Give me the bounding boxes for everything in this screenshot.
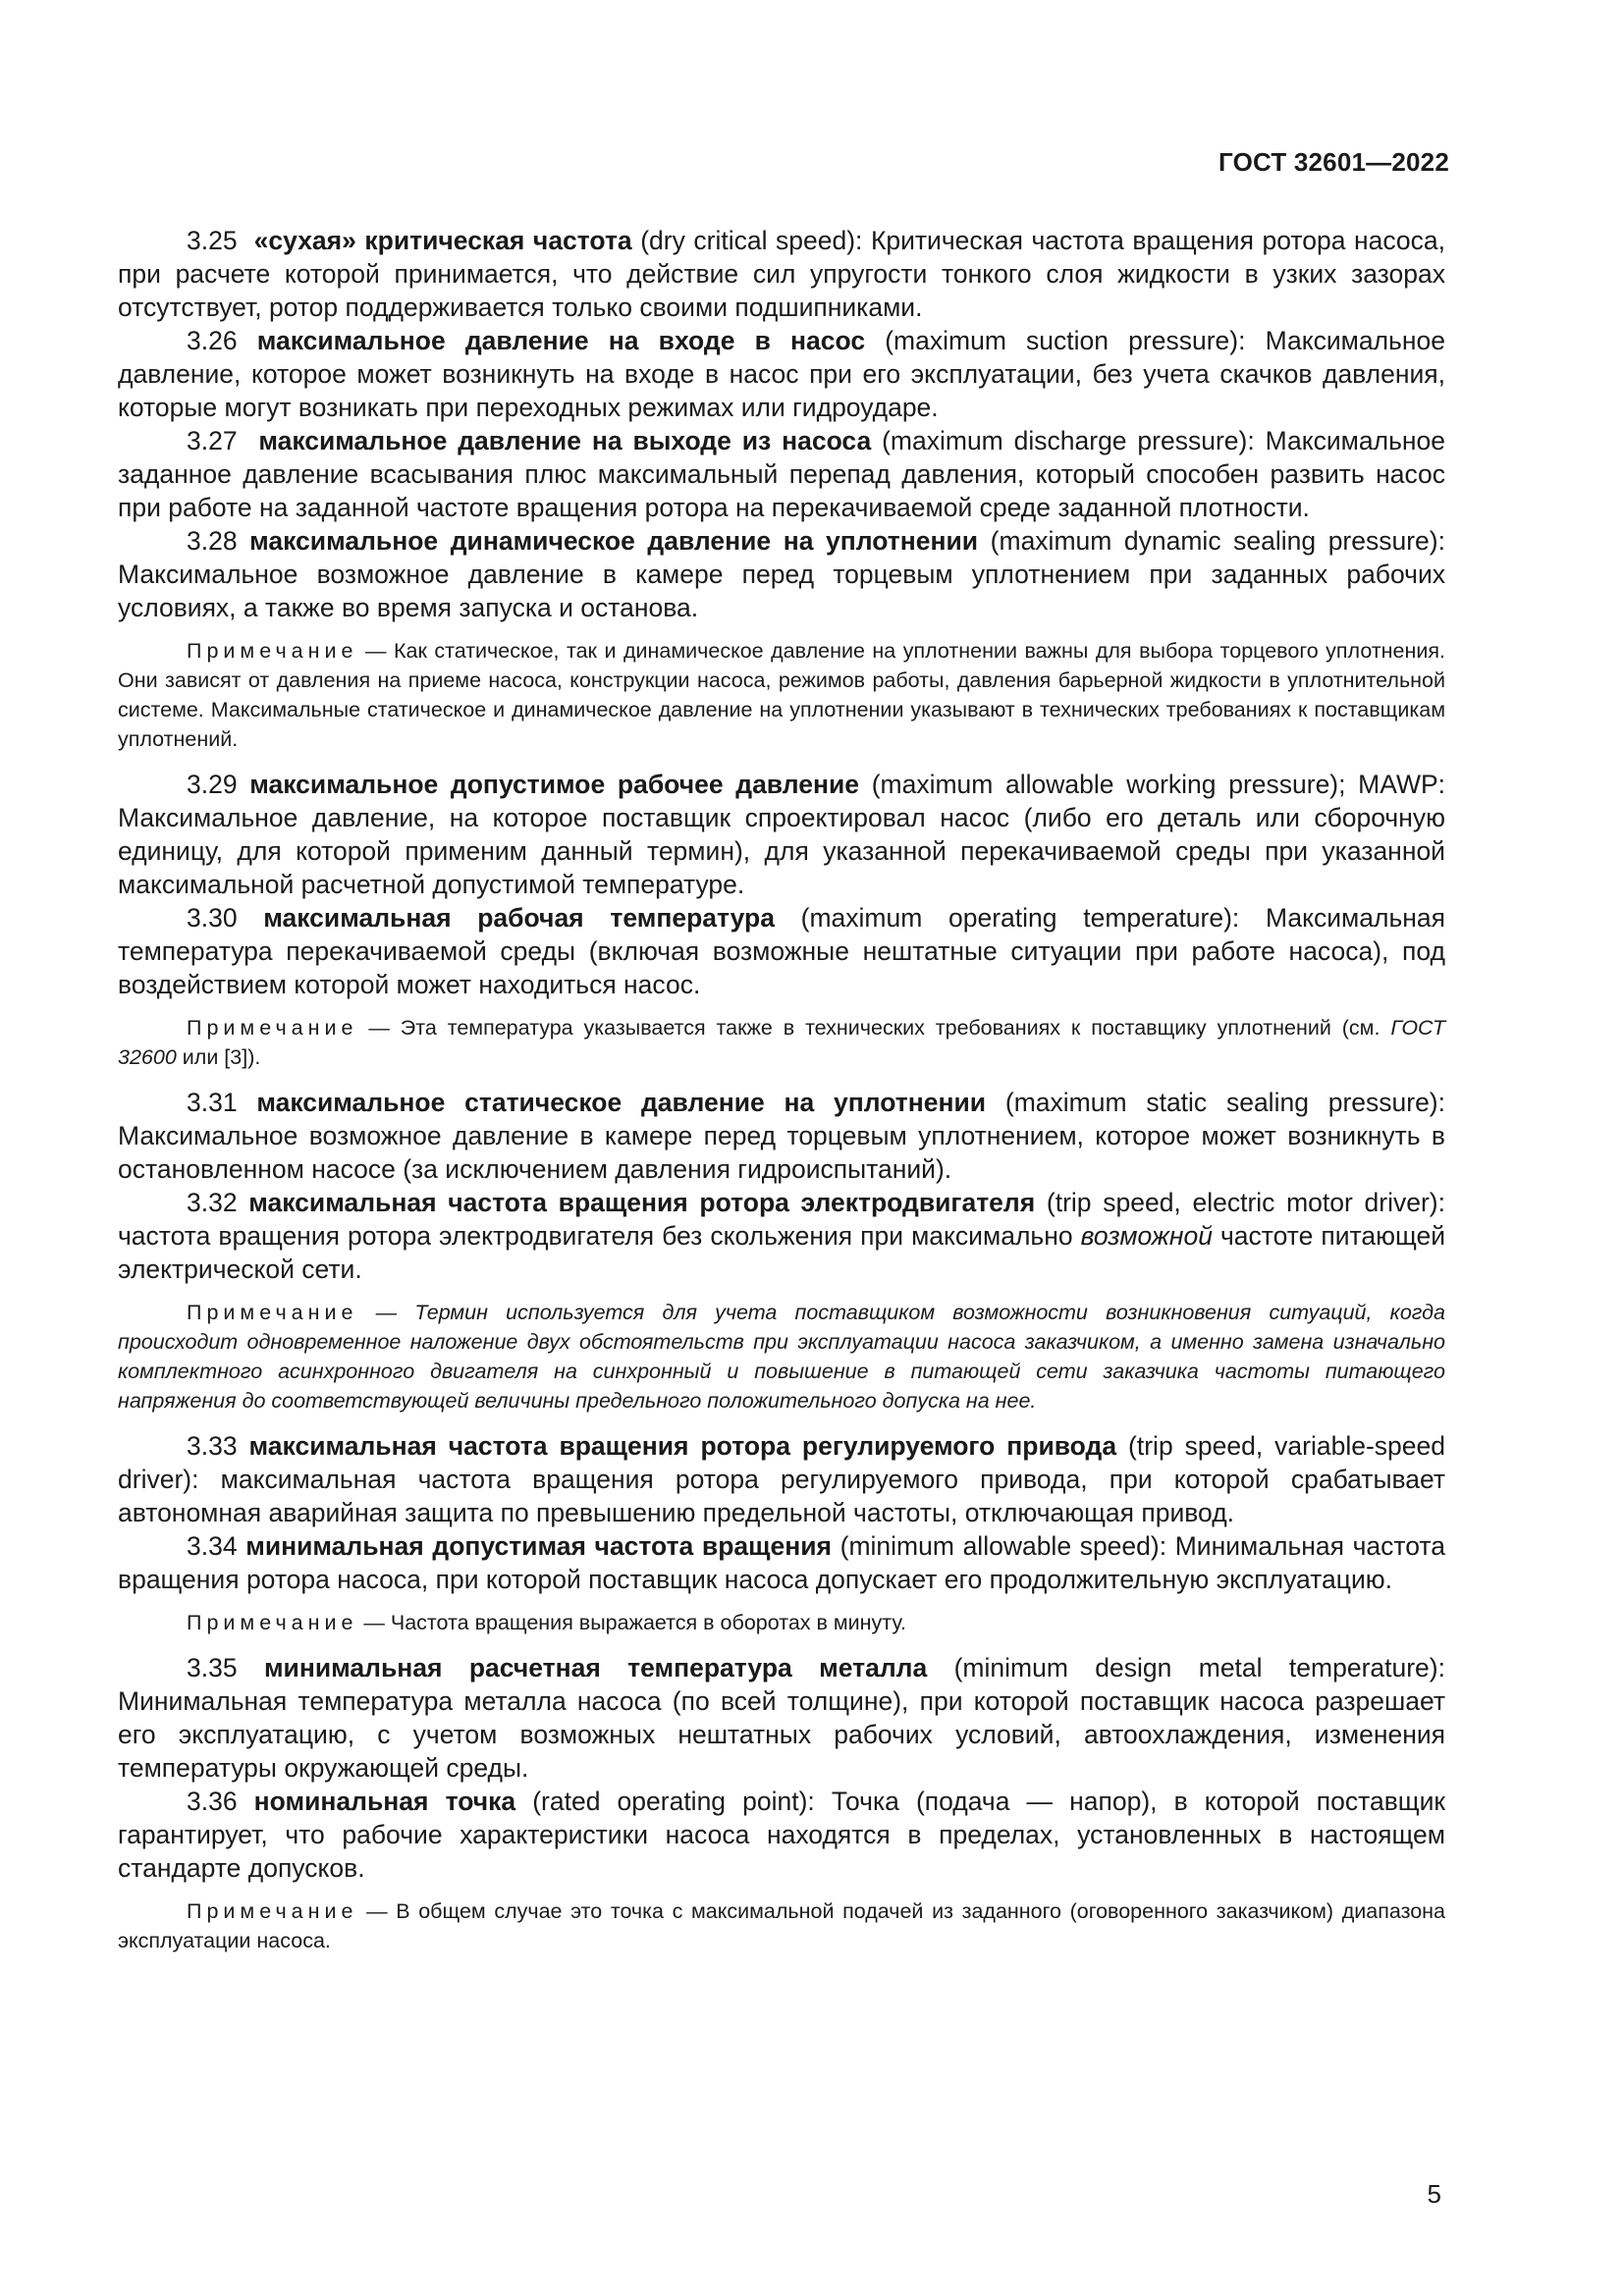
term-definition: (minimum allowable speed): Минимальная частота вращения ротора насоса, при которой поставщик насоса допускает его продолжительную эксплуатацию. — [118, 1531, 1445, 1594]
term-name: номинальная точка — [253, 1787, 516, 1816]
term-number: 3.35 — [187, 1653, 238, 1682]
term-name: минимальная расчетная температура металла — [263, 1653, 928, 1682]
term-number: 3.30 — [187, 903, 238, 933]
term-number: 3.34 — [187, 1531, 238, 1561]
term-3-35 — [118, 1651, 1445, 1785]
term-number: 3.32 — [187, 1188, 238, 1217]
note-3-32 — [118, 1298, 1445, 1415]
note-text-end: или [3]). — [176, 1045, 261, 1069]
note-3-36 — [118, 1896, 1445, 1955]
term-definition: (trip speed, electric motor driver): частота вращения ротора электродвигателя без скольжения при максимально — [118, 1188, 1445, 1251]
term-definition-italic: возможной — [1080, 1221, 1213, 1251]
term-definition: (dry critical speed): Критическая частота вращения ротора насоса, при расчете которой принимается, что действие сил упругости тонкого слоя жидкости в узких зазорах отсутствует, ротор поддерживается только своими подшипниками. — [118, 226, 1445, 322]
term-number: 3.29 — [187, 770, 238, 799]
term-name: максимальное давление на выходе из насоса — [258, 426, 872, 455]
note-label: Примечание — [187, 639, 358, 663]
term-3-28 — [118, 524, 1445, 624]
term-name: максимальное давление на входе в насос — [256, 326, 866, 355]
term-definition: (maximum static sealing pressure): Максимальное возможное давление в камере перед торцевым уплотнением, которое может возникнуть в остановленном насосе (за исключением давления гидроиспытаний). — [118, 1088, 1445, 1184]
term-number: 3.36 — [187, 1787, 238, 1816]
note-text: — Эта температура указывается также в технических требованиях к поставщику уплотнений (см. — [357, 1016, 1391, 1040]
document-body — [118, 224, 1445, 1969]
term-definition: (trip speed, variable-speed driver): максимальная частота вращения ротора регулируемого привода, при которой срабатывает автономная аварийная защита по превышению предельной частоты, отключающая привод. — [118, 1431, 1445, 1527]
note-text: Термин используется для учета поставщиком возможности возникновения ситуаций, когда происходит одновременное наложение двух обстоятельств при эксплуатации насоса заказчиком, а именно замена изначально комплектного асинхронного двигателя на синхронный и повышение в питающей сети заказчика частоты питающего напряжения до соответствующей величины предельного положительного допуска на нее. — [118, 1301, 1445, 1413]
note-text: — Как статическое, так и динамическое давление на уплотнении важны для выбора торцевого уплотнения. Они зависят от давления на приеме насоса, конструкции насоса, режимов работы, давления барьерной жидкости в уплотнительной системе. Максимальные статическое и динамическое давление на уплотнении указывают в технических требованиях к поставщикам уплотнений. — [118, 639, 1445, 751]
note-3-28 — [118, 636, 1445, 754]
note-label: Примечание — [187, 1611, 358, 1634]
term-number: 3.27 — [187, 426, 238, 455]
term-3-33 — [118, 1429, 1445, 1529]
standard-code: ГОСТ 32601—2022 — [1218, 147, 1449, 177]
term-3-31 — [118, 1086, 1445, 1186]
term-definition: (maximum operating temperature): Максимальная температура перекачиваемой среды (включая возможные нештатные ситуации при работе насоса), под воздействием которой может находиться насос. — [118, 903, 1445, 999]
term-3-29 — [118, 768, 1445, 901]
note-3-30 — [118, 1013, 1445, 1072]
term-number: 3.25 — [187, 226, 238, 255]
term-number: 3.26 — [187, 326, 238, 355]
term-3-30 — [118, 901, 1445, 1001]
page-number: 5 — [1427, 2179, 1441, 2209]
term-definition: (minimum design metal temperature): Минимальная температура металла насоса (по всей толщине), при которой поставщик насоса разрешает его эксплуатацию, с учетом возможных нештатных рабочих условий, автоохлаждения, изменения температуры окружающей среды. — [118, 1653, 1445, 1783]
note-label: Примечание — [187, 1016, 358, 1040]
term-3-26 — [118, 324, 1445, 424]
term-name: максимальная частота вращения ротора регулируемого привода — [248, 1431, 1117, 1461]
term-3-32 — [118, 1186, 1445, 1286]
note-text: — В общем случае это точка с максимальной подачей из заданного (оговоренного заказчиком) диапазона эксплуатации насоса. — [118, 1899, 1445, 1952]
term-name: максимальная частота вращения ротора электродвигателя — [248, 1188, 1036, 1217]
term-3-27 — [118, 424, 1445, 524]
term-name: максимальное статическое давление на уплотнении — [256, 1088, 987, 1117]
term-name: «сухая» критическая частота — [253, 226, 632, 255]
term-3-36 — [118, 1785, 1445, 1885]
note-text: — Частота вращения выражается в оборотах в минуту. — [357, 1611, 906, 1634]
term-number: 3.28 — [187, 526, 238, 556]
term-number: 3.33 — [187, 1431, 238, 1461]
term-definition: (maximum discharge pressure): Максимальное заданное давление всасывания плюс максимальный перепад давления, который способен развить насос при работе на заданной частоте вращения ротора на перекачиваемой среде заданной плотности. — [118, 426, 1445, 522]
term-definition: (maximum dynamic sealing pressure): Максимальное возможное давление в камере перед торцевым уплотнением при заданных рабочих условиях, а также во время запуска и останова. — [118, 526, 1445, 622]
note-dash: — — [357, 1301, 415, 1324]
term-definition: (maximum allowable working pressure); MAWP: Максимальное давление, на которое поставщик спроектировал насос (либо его деталь или сборочную единицу, для которой применим данный термин), для указанной перекачиваемой среды при указанной максимальной расчетной допустимой температуре. — [118, 770, 1445, 899]
term-3-34 — [118, 1529, 1445, 1596]
term-name: максимальное динамическое давление на уплотнении — [249, 526, 979, 556]
note-label: Примечание — [187, 1301, 358, 1324]
standard-reference: ГОСТ 32600 — [118, 1016, 1445, 1069]
note-label: Примечание — [187, 1899, 358, 1923]
term-definition: (rated operating point): Точка (подача — напор), в которой поставщик гарантирует, что рабочие характеристики насоса находятся в пределах, установленных в настоящем стандарте допусков. — [118, 1787, 1445, 1883]
term-name: максимальная рабочая температура — [263, 903, 775, 933]
term-definition-end: частоте питающей электрической сети. — [118, 1221, 1445, 1284]
note-3-34 — [118, 1608, 1445, 1637]
term-name: максимальное допустимое рабочее давление — [249, 770, 860, 799]
term-name: минимальная допустимая частота вращения — [245, 1531, 832, 1561]
term-number: 3.31 — [187, 1088, 238, 1117]
term-definition: (maximum suction pressure): Максимальное давление, которое может возникнуть на входе в насос при его эксплуатации, без учета скачков давления, которые могут возникать при переходных режимах или гидроударе. — [118, 326, 1445, 422]
term-3-25 — [118, 224, 1445, 324]
